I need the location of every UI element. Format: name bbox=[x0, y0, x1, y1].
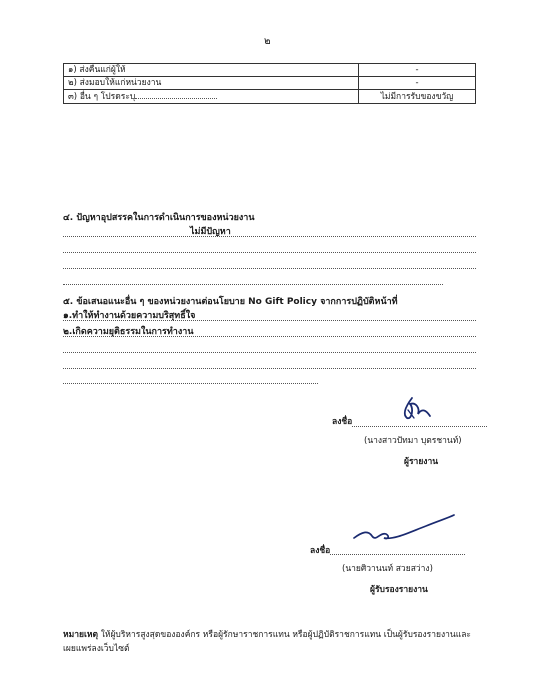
section5-item: ๒.เกิดความยุติธรรมในการทำงาน bbox=[63, 327, 194, 337]
section4-heading: ๔. ปัญหาอุปสรรคในการดำเนินการของหน่วยงาน bbox=[63, 213, 255, 223]
table-row bbox=[64, 77, 476, 90]
option-value: ไม่มีการรับของขวัญ bbox=[359, 90, 476, 104]
dotted-line bbox=[63, 268, 476, 269]
dotted-fill bbox=[135, 90, 217, 99]
note-text: ให้ผู้บริหารสูงสุดขององค์กร หรือผู้รักษาราชการแทน หรือผู้ปฏิบัติราชการแทน เป็นผู้รับรองรายงานและเผยแพร่ลงเว็บไซต์ bbox=[63, 630, 471, 654]
sign-label: ลงชื่อ bbox=[310, 546, 331, 556]
signature-mark bbox=[398, 394, 434, 422]
option-label: ๒) ส่งมอบให้แก่หน่วยงาน bbox=[64, 77, 359, 90]
dotted-line bbox=[63, 368, 476, 369]
option-label: ๑) ส่งคืนแก่ผู้ให้ bbox=[64, 64, 359, 77]
signer-role: ผู้รายงาน bbox=[404, 457, 439, 467]
sign-label: ลงชื่อ bbox=[332, 417, 353, 427]
dotted-line bbox=[63, 236, 476, 237]
section5-heading: ๕. ข้อเสนอแนะอื่น ๆ ของหน่วยงานต่อนโยบาย No Gift Policy จากการปฏิบัติหน้าที่ bbox=[63, 297, 398, 307]
options-table bbox=[63, 63, 476, 104]
option-label-cell bbox=[64, 90, 359, 104]
dotted-line bbox=[63, 383, 318, 384]
signature-line bbox=[352, 426, 487, 427]
signer-name: (นายศิวานนท์ สวยสว่าง) bbox=[342, 564, 433, 574]
dotted-line bbox=[63, 284, 443, 285]
page-number: ๒ bbox=[264, 36, 271, 47]
section4-answer: ไม่มีปัญหา bbox=[190, 227, 231, 237]
table-row bbox=[64, 90, 476, 104]
signer-role: ผู้รับรองรายงาน bbox=[370, 585, 428, 595]
table-row bbox=[64, 64, 476, 77]
footnote bbox=[63, 628, 483, 656]
option-label: ๓) อื่น ๆ โปรดระบุ bbox=[68, 92, 136, 102]
signature-line bbox=[330, 554, 465, 555]
signature-mark bbox=[350, 510, 458, 546]
option-value: - bbox=[359, 64, 476, 77]
signer-name: (นางสาวปัทมา บุตรชานท์) bbox=[364, 436, 462, 446]
option-value: - bbox=[359, 77, 476, 90]
section5-item: ๑.ทำให้ทำงานด้วยความบริสุทธิ์ใจ bbox=[63, 311, 196, 321]
dotted-line bbox=[63, 252, 476, 253]
note-label: หมายเหตุ bbox=[63, 630, 98, 640]
dotted-line bbox=[63, 352, 476, 353]
